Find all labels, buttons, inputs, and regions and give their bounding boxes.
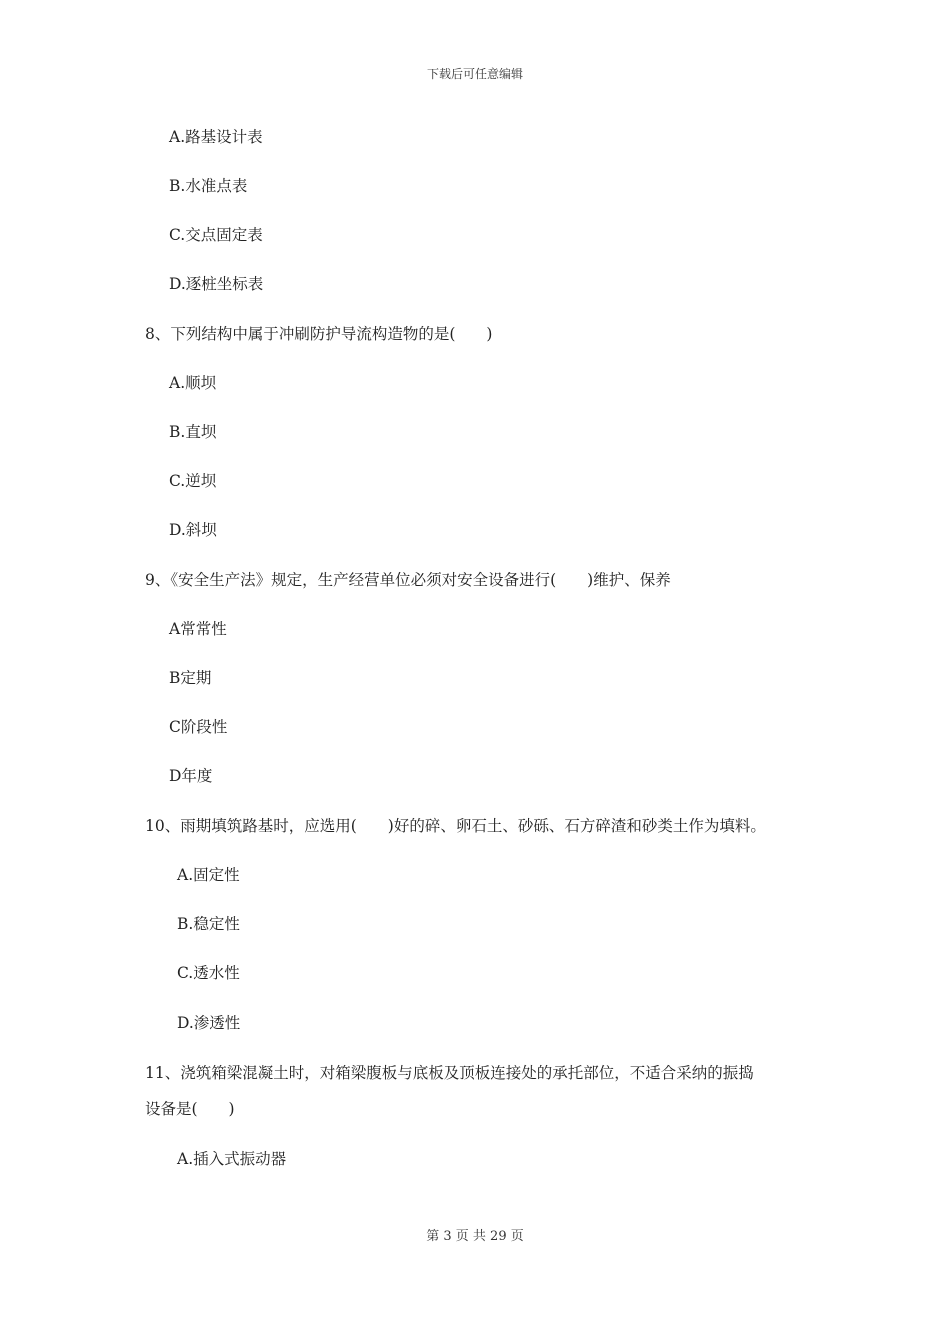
q11-option-a: A.插入式振动器 bbox=[177, 1150, 287, 1168]
q9-option-a: A常常性 bbox=[169, 620, 227, 638]
q9-option-b: B定期 bbox=[169, 669, 212, 687]
page-header: 下载后可任意编辑 bbox=[426, 67, 523, 81]
q10-question: 10、雨期填筑路基时，应选用( )好的碎、卵石土、砂砾、石方碎渣和砂类土作为填料。 bbox=[145, 817, 766, 835]
q8-question: 8、下列结构中属于冲刷防护导流构造物的是( ) bbox=[145, 325, 493, 343]
q8-option-d: D.斜坝 bbox=[169, 521, 217, 539]
q7-option-d: D.逐桩坐标表 bbox=[169, 275, 264, 293]
q10-option-b: B.稳定性 bbox=[177, 915, 240, 933]
q7-option-a: A.路基设计表 bbox=[169, 128, 263, 146]
q8-option-c: C.逆坝 bbox=[169, 472, 217, 490]
page-footer: 第 3 页 共 29 页 bbox=[426, 1229, 524, 1244]
q7-option-b: B.水准点表 bbox=[169, 177, 248, 195]
q11-question-line2: 设备是( ) bbox=[145, 1100, 235, 1118]
q9-question: 9、《安全生产法》规定，生产经营单位必须对安全设备进行( )维护、保养 bbox=[145, 571, 671, 589]
q7-option-c: C.交点固定表 bbox=[169, 226, 263, 244]
q10-option-d: D.渗透性 bbox=[177, 1014, 241, 1032]
q8-option-a: A.顺坝 bbox=[169, 374, 217, 392]
q9-option-d: D年度 bbox=[169, 767, 213, 785]
q10-option-c: C.透水性 bbox=[177, 964, 240, 982]
q11-question-line1: 11、浇筑箱梁混凝土时，对箱梁腹板与底板及顶板连接处的承托部位，不适合采纳的振捣 bbox=[145, 1064, 754, 1082]
q8-option-b: B.直坝 bbox=[169, 423, 217, 441]
q10-option-a: A.固定性 bbox=[177, 866, 240, 884]
q9-option-c: C阶段性 bbox=[169, 718, 228, 736]
